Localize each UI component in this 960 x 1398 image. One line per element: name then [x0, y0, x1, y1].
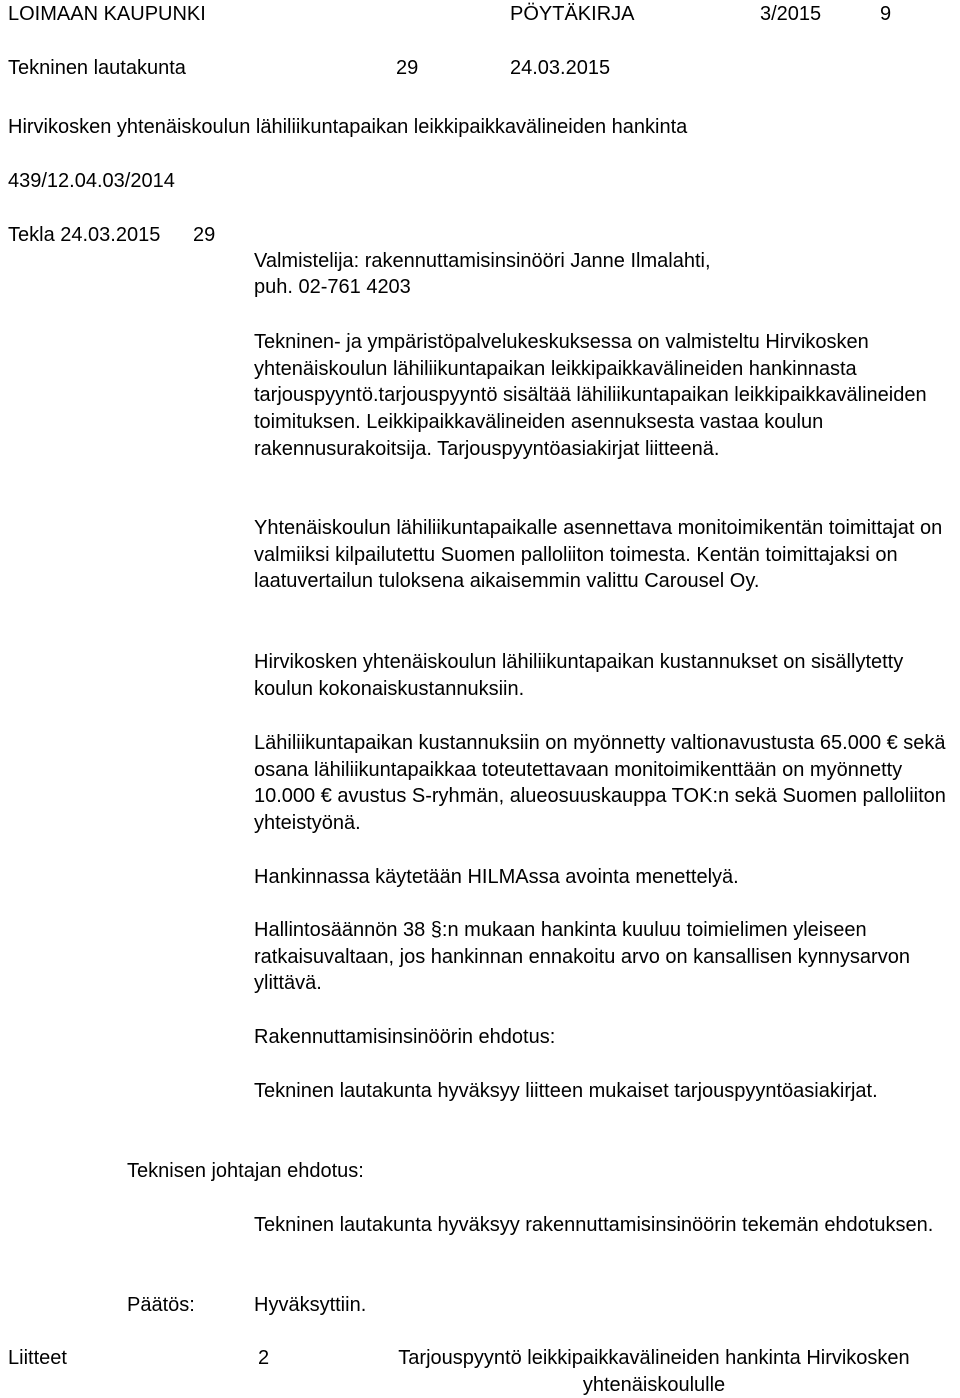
director-proposal-text: Tekninen lautakunta hyväksyy rakennuttamisinsinöörin tekemän ehdotuksen.	[254, 1214, 934, 1236]
attachment-number: 2	[258, 1347, 270, 1369]
page-title: Hirvikosken yhtenäiskoulun lähiliikuntapaikan leikkipaikkavälineiden hankinta	[8, 116, 688, 138]
decision-text: Hyväksyttiin.	[254, 1294, 367, 1316]
tekla-label: Tekla 24.03.2015	[8, 224, 161, 246]
paragraph-subsidies: Lähiliikuntapaikan kustannuksiin on myönnetty valtionavustusta 65.000 € sekä osana lähiliikuntapaikkaa toteutettavaan monitoimikenttään on myönnetty 10.000 € avustus S-ryhmän, alueosuuskauppa TOK:n sekä Suomen palloliiton yhteistyönä.	[254, 732, 946, 835]
engineer-proposal-label: Rakennuttamisinsinöörin ehdotus:	[254, 1026, 556, 1048]
paragraph-regulation: Hallintosäännön 38 §:n mukaan hankinta kuuluu toimielimen yleiseen ratkaisuvaltaan, jos hankinnan ennakoitu arvo on kansallisen kynnysarvon ylittävä.	[254, 919, 910, 995]
reference-number: 439/12.04.03/2014	[8, 170, 175, 192]
doc-type: PÖYTÄKIRJA	[510, 3, 635, 25]
doc-number: 3/2015	[760, 3, 822, 25]
paragraph-costs: Hirvikosken yhtenäiskoulun lähiliikuntapaikan kustannukset on sisällytetty koulun kokonaiskustannuksiin.	[254, 651, 904, 700]
preparer-line: Valmistelija: rakennuttamisinsinööri Janne Ilmalahti,	[254, 250, 711, 272]
paragraph-request: Tekninen- ja ympäristöpalvelukeskuksessa on valmisteltu Hirvikosken yhtenäiskoulun lähiliikuntapaikan leikkipaikkavälineiden hankinnasta tarjouspyyntö.tarjouspyyntö sisältää lähiliikuntapaikan leikkipaikkavälineiden toimituksen. Leikkipaikkavälineiden asennuksesta vastaa koulun rakennusurakoitsija. Tarjouspyyntöasiakirjat liitteenä.	[254, 331, 927, 460]
tekla-section: 29	[193, 224, 216, 246]
org-name: LOIMAAN KAUPUNKI	[8, 3, 206, 25]
attachment-title[interactable]: Tarjouspyyntö leikkipaikkavälineiden hankinta Hirvikosken yhtenäiskoululle	[398, 1347, 910, 1396]
director-proposal-label: Teknisen johtajan ehdotus:	[127, 1160, 364, 1182]
section-number: 29	[396, 57, 419, 79]
decision-label: Päätös:	[127, 1294, 195, 1316]
meeting-date: 24.03.2015	[510, 57, 611, 79]
paragraph-field-suppliers: Yhtenäiskoulun lähiliikuntapaikalle asennettava monitoimikentän toimittajat on valmiiksi kilpailutettu Suomen palloliiton toimesta. Kentän toimittajaksi on laatuvertailun tuloksena aikaisemmin valittu Carousel Oy.	[254, 517, 943, 593]
engineer-proposal-text: Tekninen lautakunta hyväksyy liitteen mukaiset tarjouspyyntöasiakirjat.	[254, 1080, 878, 1102]
paragraph-procedure: Hankinnassa käytetään HILMAssa avointa menettelyä.	[254, 866, 739, 888]
page-number: 9	[880, 3, 892, 25]
preparer-phone: puh. 02-761 4203	[254, 276, 411, 298]
attachments-label: Liitteet	[8, 1347, 67, 1369]
committee-name: Tekninen lautakunta	[8, 57, 186, 79]
